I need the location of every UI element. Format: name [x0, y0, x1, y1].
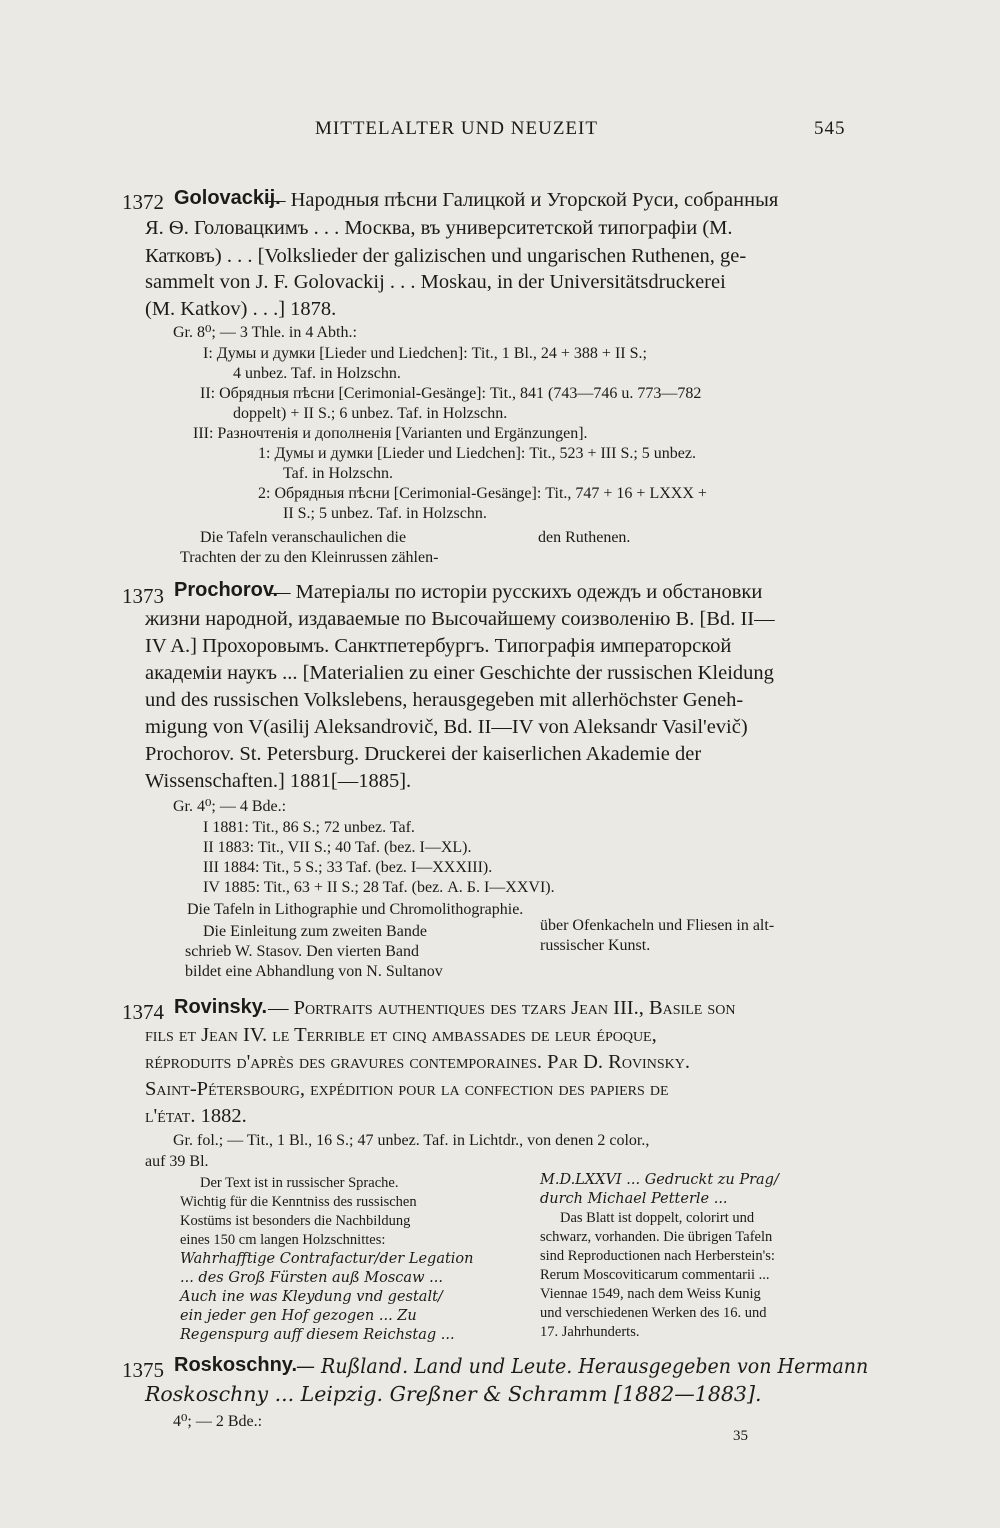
entry-detail: 1: Думы и думки [Lieder und Liedchen]: Tit., 523 + III S.; 5 unbez.	[258, 445, 697, 462]
entry-detail: IV 1885: Tit., 63 + II S.; 28 Taf. (bez. А. Б. I—XXVI).	[203, 879, 555, 896]
entry-detail: Taf. in Holzschn.	[283, 465, 393, 482]
entry-text-line: l'état. 1882.	[145, 1105, 247, 1127]
entry-note: eines 150 cm langen Holzschnittes:	[180, 1232, 386, 1248]
entry-note: Regenspurg auff diesem Reichstag ...	[180, 1327, 455, 1343]
entry-note: Auch ine was Kleydung vnd gestalt/	[180, 1289, 443, 1305]
entry-text-line: академіи наукъ ... [Materialien zu einer Geschichte der russischen Kleidung	[145, 662, 774, 684]
entry-note: russischer Kunst.	[540, 937, 651, 954]
entry-note: Viennae 1549, nach dem Weiss Kunig	[540, 1286, 761, 1302]
entry-text-line: Saint-Pétersbourg, expédition pour la confection des papiers de	[145, 1078, 669, 1100]
entry-author: Rovinsky.	[174, 996, 267, 1018]
entry-detail: III: Разночтенія и дополненія [Varianten und Ergänzungen].	[193, 425, 588, 442]
entry-note: ein jeder gen Hof gezogen ... Zu	[180, 1308, 417, 1324]
entry-text-line: (M. Katkov) . . .] 1878.	[145, 298, 337, 320]
entry-detail: 2: Обрядныя пѣсни [Cerimonial-Gesänge]: Tit., 747 + 16 + LXXX +	[258, 485, 707, 502]
entry-note: schwarz, vorhanden. Die übrigen Tafeln	[540, 1229, 773, 1245]
entry-detail: II: Обрядныя пѣсни [Cerimonial-Gesänge]: Tit., 841 (743—746 u. 773—782	[200, 385, 702, 402]
entry-note: Wichtig für die Kenntniss des russischen	[180, 1194, 417, 1210]
entry-number: 1374	[122, 1000, 164, 1024]
entry-text-line: sammelt von J. F. Golovackij . . . Moskau, in der Universitätsdruckerei	[145, 271, 726, 293]
entry-text-line: жизни народной, издаваемые по Высочайшему соизволенію В. [Bd. II—	[145, 608, 775, 630]
entry-note: sind Reproductionen nach Herberstein's:	[540, 1248, 775, 1264]
entry-note: Wahrhafftige Contrafactur/der Legation	[180, 1251, 474, 1267]
signature-mark: 35	[733, 1428, 748, 1444]
entry-detail: doppelt) + II S.; 6 unbez. Taf. in Holzschn.	[233, 405, 508, 422]
entry-detail: Die Tafeln in Lithographie und Chromolithographie.	[187, 901, 524, 918]
entry-number: 1373	[122, 584, 164, 608]
entry-detail: Gr. 8⁰; — 3 Thle. in 4 Abth.:	[173, 324, 357, 341]
entry-note: bildet eine Abhandlung von N. Sultanov	[185, 963, 443, 980]
entry-detail: Gr. 4⁰; — 4 Bde.:	[173, 798, 287, 815]
entry-text-line: Roskoschny ... Leipzig. Greßner & Schramm [1882—1883].	[145, 1382, 762, 1406]
entry-detail: 4 unbez. Taf. in Holzschn.	[233, 365, 401, 382]
entry-text-line: migung von V(asilij Aleksandrovič, Bd. II—IV von Aleksandr Vasil'evič)	[145, 716, 748, 738]
entry-text-line: réproduits d'après des gravures contemporaines. Par D. Rovinsky.	[145, 1051, 690, 1073]
running-head: MITTELALTER UND NEUZEIT	[315, 118, 598, 139]
entry-note: Der Text ist in russischer Sprache.	[200, 1175, 399, 1191]
entry-author: Roskoschny.	[174, 1354, 297, 1376]
entry-detail: 4⁰; — 2 Bde.:	[173, 1413, 263, 1430]
entry-detail: III 1884: Tit., 5 S.; 33 Taf. (bez. I—XXXIII).	[203, 859, 493, 876]
entry-note: Die Einleitung zum zweiten Bande	[203, 923, 427, 940]
entry-detail: I: Думы и думки [Lieder und Liedchen]: Tit., 1 Bl., 24 + 388 + II S.;	[203, 345, 647, 362]
entry-text-line: — Народныя пѣсни Галицкой и Угорской Руси, собранныя	[265, 189, 779, 211]
entry-author: Prochorov.	[174, 579, 279, 601]
entry-detail: auf 39 Bl.	[145, 1153, 209, 1170]
entry-text-line: Я. Ѳ. Головацкимъ . . . Москва, въ университетской типографіи (М.	[145, 217, 733, 239]
entry-note: und verschiedenen Werken des 16. und	[540, 1305, 767, 1321]
entry-detail: Gr. fol.; — Tit., 1 Bl., 16 S.; 47 unbez. Taf. in Lichtdr., von denen 2 color.,	[173, 1132, 650, 1149]
entry-note: Trachten der zu den Kleinrussen zählen-	[180, 549, 439, 566]
entry-note: schrieb W. Stasov. Den vierten Band	[185, 943, 420, 960]
entry-text-line: Prochorov. St. Petersburg. Druckerei der kaiserlichen Akademie der	[145, 743, 702, 765]
entry-detail: II 1883: Tit., VII S.; 40 Taf. (bez. I—XL).	[203, 839, 472, 856]
entry-text-line: IV A.] Прохоровымъ. Санктпетербургъ. Типографія императорской	[145, 635, 732, 657]
entry-note: ... des Groß Fürsten auß Moscaw ...	[180, 1270, 443, 1286]
entry-author: Golovackij.	[174, 187, 281, 209]
entry-detail: II S.; 5 unbez. Taf. in Holzschn.	[283, 505, 487, 522]
entry-note: 17. Jahrhunderts.	[540, 1324, 640, 1340]
entry-note: Das Blatt ist doppelt, colorirt und	[560, 1210, 755, 1226]
entry-detail: I 1881: Tit., 86 S.; 72 unbez. Taf.	[203, 819, 415, 836]
entry-text-line: und des russischen Volkslebens, herausgegeben mit allerhöchster Geneh-	[145, 689, 744, 711]
entry-text-line: Катковъ) . . . [Volkslieder der galizischen und ungarischen Ruthenen, ge-	[145, 245, 747, 267]
entry-text-line: — Rußland. Land und Leute. Herausgegeben von Hermann	[296, 1354, 869, 1378]
entry-text-line: — Матеріалы по исторіи русскихъ одеждъ и обстановки	[270, 581, 763, 603]
entry-note: M.D.LXXVI ... Gedruckt zu Prag/	[540, 1172, 779, 1188]
entry-note: Kostüms ist besonders die Nachbildung	[180, 1213, 411, 1229]
entry-text-line: — Portraits authentiques des tzars Jean III., Basile son	[268, 997, 736, 1019]
entry-note: Die Tafeln veranschaulichen die	[200, 529, 407, 546]
entry-text-line: Wissenschaften.] 1881[—1885].	[145, 770, 412, 792]
entry-note: Rerum Moscoviticarum commentarii ...	[540, 1267, 770, 1283]
entry-note: den Ruthenen.	[538, 529, 631, 546]
page-number: 545	[814, 118, 846, 139]
entry-note: über Ofenkacheln und Fliesen in alt-	[540, 917, 775, 934]
entry-text-line: fils et Jean IV. le Terrible et cinq ambassades de leur époque,	[145, 1024, 657, 1046]
entry-number: 1375	[122, 1358, 164, 1382]
entry-number: 1372	[122, 190, 164, 214]
entry-note: durch Michael Petterle ...	[540, 1191, 728, 1207]
